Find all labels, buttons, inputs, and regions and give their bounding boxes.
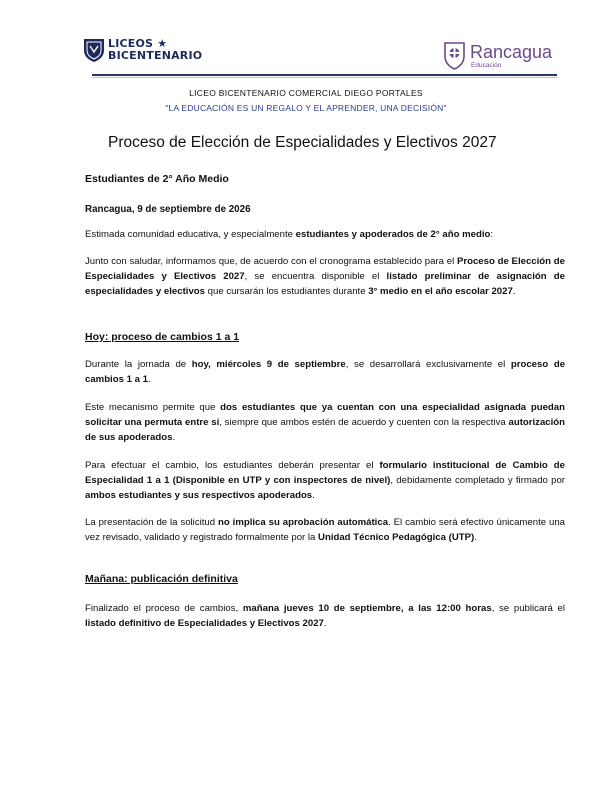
logo-right-name: Rancagua [470,42,553,62]
tomorrow-paragraph: Finalizado el proceso de cambios, mañana jueves 10 de septiembre, a las 12:00 horas, se publicará el listado definitivo de Especialidades y Electivos 2027. [85,603,565,629]
school-name: LICEO BICENTENARIO COMERCIAL DIEGO PORTALES [189,88,423,98]
header-divider-shadow [92,77,557,78]
today-paragraph-4: La presentación de la solicitud no implica su aprobación automática. El cambio será efectivo únicamente una vez revisado, validado y registrado formalmente por la Unidad Técnico Pedagógica (UTP). [85,517,566,543]
greeting-paragraph: Estimada comunidad educativa, y especialmente estudiantes y apoderados de 2° año medio: [85,229,494,240]
rancagua-seal-icon [443,40,466,70]
header-divider [92,74,557,76]
logo-left-line1: LICEOS ★ [108,37,168,50]
rancagua-educacion-logo [443,40,553,72]
date-line: Rancagua, 9 de septiembre de 2026 [85,204,251,215]
today-paragraph-3: Para efectuar el cambio, los estudiantes deberán presentar el formulario institucional de Cambio de Especialidad 1 a 1 (Disponible en UTP y con inspectores de nivel), debidamente completado y firmado por ambos estudiantes y sus respectivos apoderados. [85,460,566,501]
intro-paragraph: Junto con saludar, informamos que, de acuerdo con el cronograma establecido para el Proceso de Elección de Especialidades y Electivos 2027, se encuentra disponible el listado preliminar de asignación de especialidades y electivos que cursarán los estudiantes durante 3° medio en el año escolar 2027. [85,256,565,297]
logo-left-line2: BICENTENARIO [108,49,203,62]
document-title: Proceso de Elección de Especialidades y Electivos 2027 [108,134,497,151]
school-motto: "LA EDUCACIÓN ES UN REGALO Y EL APRENDER, UNA DECISIÓN" [165,103,447,113]
today-paragraph-1: Durante la jornada de hoy, miércoles 9 de septiembre, se desarrollará exclusivamente el proceso de cambios 1 a 1. [85,359,566,385]
section-heading-tomorrow: Mañana: publicación definitiva [85,573,238,585]
section-heading-today: Hoy: proceso de cambios 1 a 1 [85,331,240,343]
star-icon: ★ [157,37,168,50]
liceos-bicentenario-logo [83,37,208,63]
shield-emblem-icon [83,37,105,63]
audience-heading: Estudiantes de 2° Año Medio [85,173,229,185]
logo-right-sub: Educación [471,62,502,69]
today-paragraph-2: Este mecanismo permite que dos estudiantes que ya cuentan con una especialidad asignada puedan solicitar una permuta entre sí, siempre que ambos estén de acuerdo y cuenten con la respectiva autorización de sus apoderados. [85,402,566,443]
